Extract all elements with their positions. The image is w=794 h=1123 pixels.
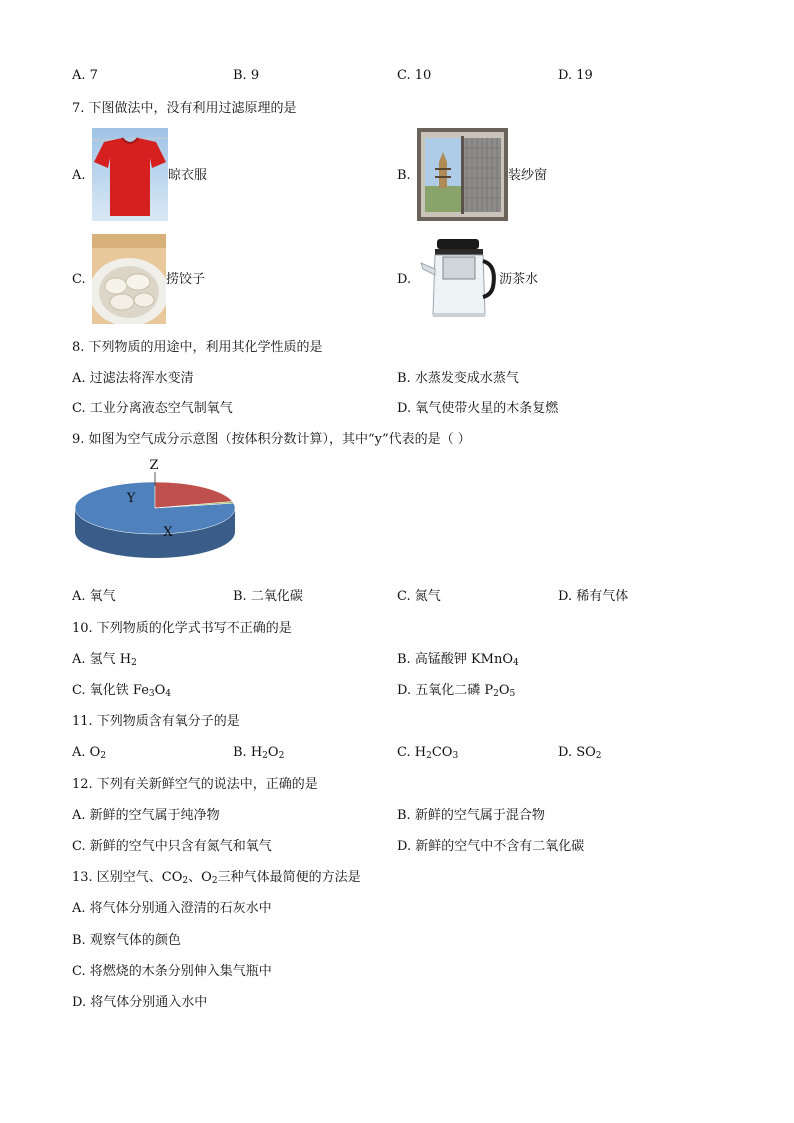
q12-option-c: C. 新鲜的空气中只含有氮气和氧气 [72,839,272,854]
q7-option-a-caption: 晾衣服 [168,168,208,183]
q11-option-d: D. $SO_2$ [558,745,602,761]
pie-label-x: X [163,525,173,540]
q9-option-d: D. 稀有气体 [558,589,629,604]
q9-stem: 9. 如图为空气成分示意图（按体积分数计算），其中“y”代表的是（ ） [72,432,471,447]
q7-option-b-letter: B. [397,168,411,183]
q10-option-a: A. 氢气 $H_2$ [72,652,137,668]
q9-option-c: C. 氮气 [397,589,441,604]
q12-option-a: A. 新鲜的空气属于纯净物 [72,808,220,823]
q7-option-c-letter: C. [72,272,86,287]
q10-stem: 10. 下列物质的化学式书写不正确的是 [72,621,292,636]
q8-option-a: A. 过滤法将浑水变清 [72,371,194,386]
q8-option-b: B. 水蒸发变成水蒸气 [397,371,519,386]
q6-option-a: A. 7 [72,68,98,83]
q7-option-a-letter: A. [72,168,86,183]
dumplings-image [92,234,166,324]
air-composition-pie-chart [72,456,242,580]
q6-option-c: C. 10 [397,68,432,83]
q13-option-b: B. 观察气体的颜色 [72,933,181,948]
q13-option-a: A. 将气体分别通入澄清的石灰水中 [72,901,272,916]
q10-option-d: D. 五氧化二磷 $P_2O_5$ [397,683,516,699]
q7-option-b-caption: 装纱窗 [508,168,548,183]
q11-stem: 11. 下列物质含有氧分子的是 [72,714,240,729]
q12-option-b: B. 新鲜的空气属于混合物 [397,808,545,823]
q10-option-b: B. 高锰酸钾 KMnO$_4$ [397,652,519,668]
q10-option-c: C. 氧化铁 $Fe_3O_4$ [72,683,172,699]
q7-option-d-caption: 沥茶水 [499,272,539,287]
pie-label-y: Y [126,491,136,506]
q13-option-c: C. 将燃烧的木条分别伸入集气瓶中 [72,964,272,979]
pie-label-z: Z [149,458,159,473]
q8-stem: 8. 下列物质的用途中，利用其化学性质的是 [72,340,323,355]
window-screen-image [417,128,508,221]
q11-option-a: A. $O_2$ [72,745,107,761]
q7-stem: 7. 下图做法中，没有利用过滤原理的是 [72,101,297,116]
q9-option-a: A. 氧气 [72,589,116,604]
q12-stem: 12. 下列有关新鲜空气的说法中，正确的是 [72,777,318,792]
red-tshirt-image [92,128,168,221]
q12-option-d: D. 新鲜的空气中不含有二氧化碳 [397,839,585,854]
q11-option-b: B. $H_2O_2$ [233,745,285,761]
q6-option-d: D. 19 [558,68,593,83]
q9-option-b: B. 二氧化碳 [233,589,303,604]
q8-option-d: D. 氧气使带火星的木条复燃 [397,401,559,416]
tea-pot-image [417,235,497,323]
q8-option-c: C. 工业分离液态空气制氧气 [72,401,233,416]
q7-option-c-caption: 捞饺子 [166,272,206,287]
q7-option-d-letter: D. [397,272,412,287]
q13-stem: 13. 区别空气、$CO_2$、$O_2$三种气体最简便的方法是 [72,870,361,886]
q6-option-b: B. 9 [233,68,260,83]
q11-option-c: C. $H_2CO_3$ [397,745,459,761]
q13-option-d: D. 将气体分别通入水中 [72,995,208,1010]
